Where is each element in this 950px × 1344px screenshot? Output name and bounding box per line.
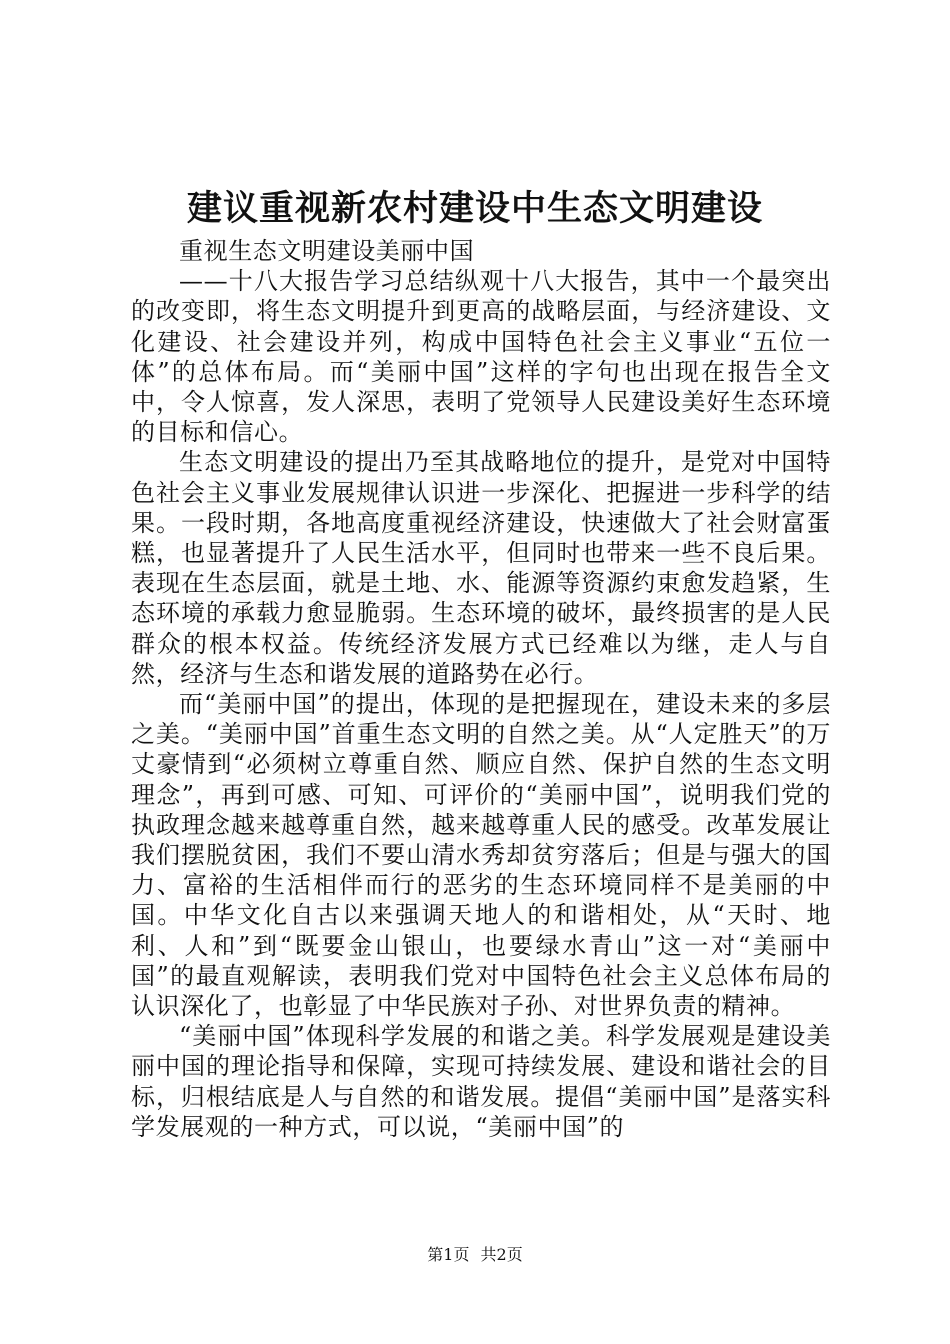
paragraph-scientific-development: “美丽中国”体现科学发展的和谐之美。科学发展观是建设美丽中国的理论指导和保障，实现可持续发展、建设和谐社会的目标，归根结底是人与自然的和谐发展。提倡“美丽中国”是落实科学发展观的一种方式，可以说，“美丽中国”的: [131, 1022, 831, 1141]
paragraph-subtitle: 重视生态文明建设美丽中国: [179, 237, 475, 265]
page-footer: [0, 1244, 950, 1266]
document-body: [131, 236, 831, 1142]
page-number-current: 第1页: [427, 1245, 470, 1264]
paragraph-beautiful-china: 而“美丽中国”的提出，体现的是把握现在，建设未来的多层之美。“美丽中国”首重生态文明的自然之美。从“人定胜天”的万丈豪情到“必须树立尊重自然、顺应自然、保护自然的生态文明理念”，再到可感、可知、可评价的“美丽中国”，说明我们党的执政理念越来越尊重自然，越来越尊重人民的感受。改革发展让我们摆脱贫困，我们不要山清水秀却贫穷落后；但是与强大的国力、富裕的生活相伴而行的恶劣的生态环境同样不是美丽的中国。中华文化自古以来强调天地人的和谐相处，从“天时、地利、人和”到“既要金山银山，也要绿水青山”这一对“美丽中国”的最直观解读，表明我们党对中国特色社会主义总体布局的认识深化了，也彰显了中华民族对子孙、对世界负责的精神。: [131, 690, 831, 1021]
page-number-total: 共2页: [480, 1245, 523, 1264]
paragraph-ecological-civilization: 生态文明建设的提出乃至其战略地位的提升，是党对中国特色社会主义事业发展规律认识进一步深化、把握进一步科学的结果。一段时期，各地高度重视经济建设，快速做大了社会财富蛋糕，也显著提升了人民生活水平，但同时也带来一些不良后果。表现在生态层面，就是土地、水、能源等资源约束愈发趋紧，生态环境的承载力愈显脆弱。生态环境的破坏，最终损害的是人民群众的根本权益。传统经济发展方式已经难以为继，走人与自然，经济与生态和谐发展的道路势在必行。: [131, 448, 831, 688]
paragraph-intro: ——十八大报告学习总结纵观十八大报告，其中一个最突出的改变即，将生态文明提升到更高的战略层面，与经济建设、文化建设、社会建设并列，构成中国特色社会主义事业“五位一体”的总体布局。而“美丽中国”这样的字句也出现在报告全文中，令人惊喜，发人深思，表明了党领导人民建设美好生态环境的目标和信心。: [131, 267, 831, 447]
document-title: 建议重视新农村建设中生态文明建设: [186, 188, 763, 229]
